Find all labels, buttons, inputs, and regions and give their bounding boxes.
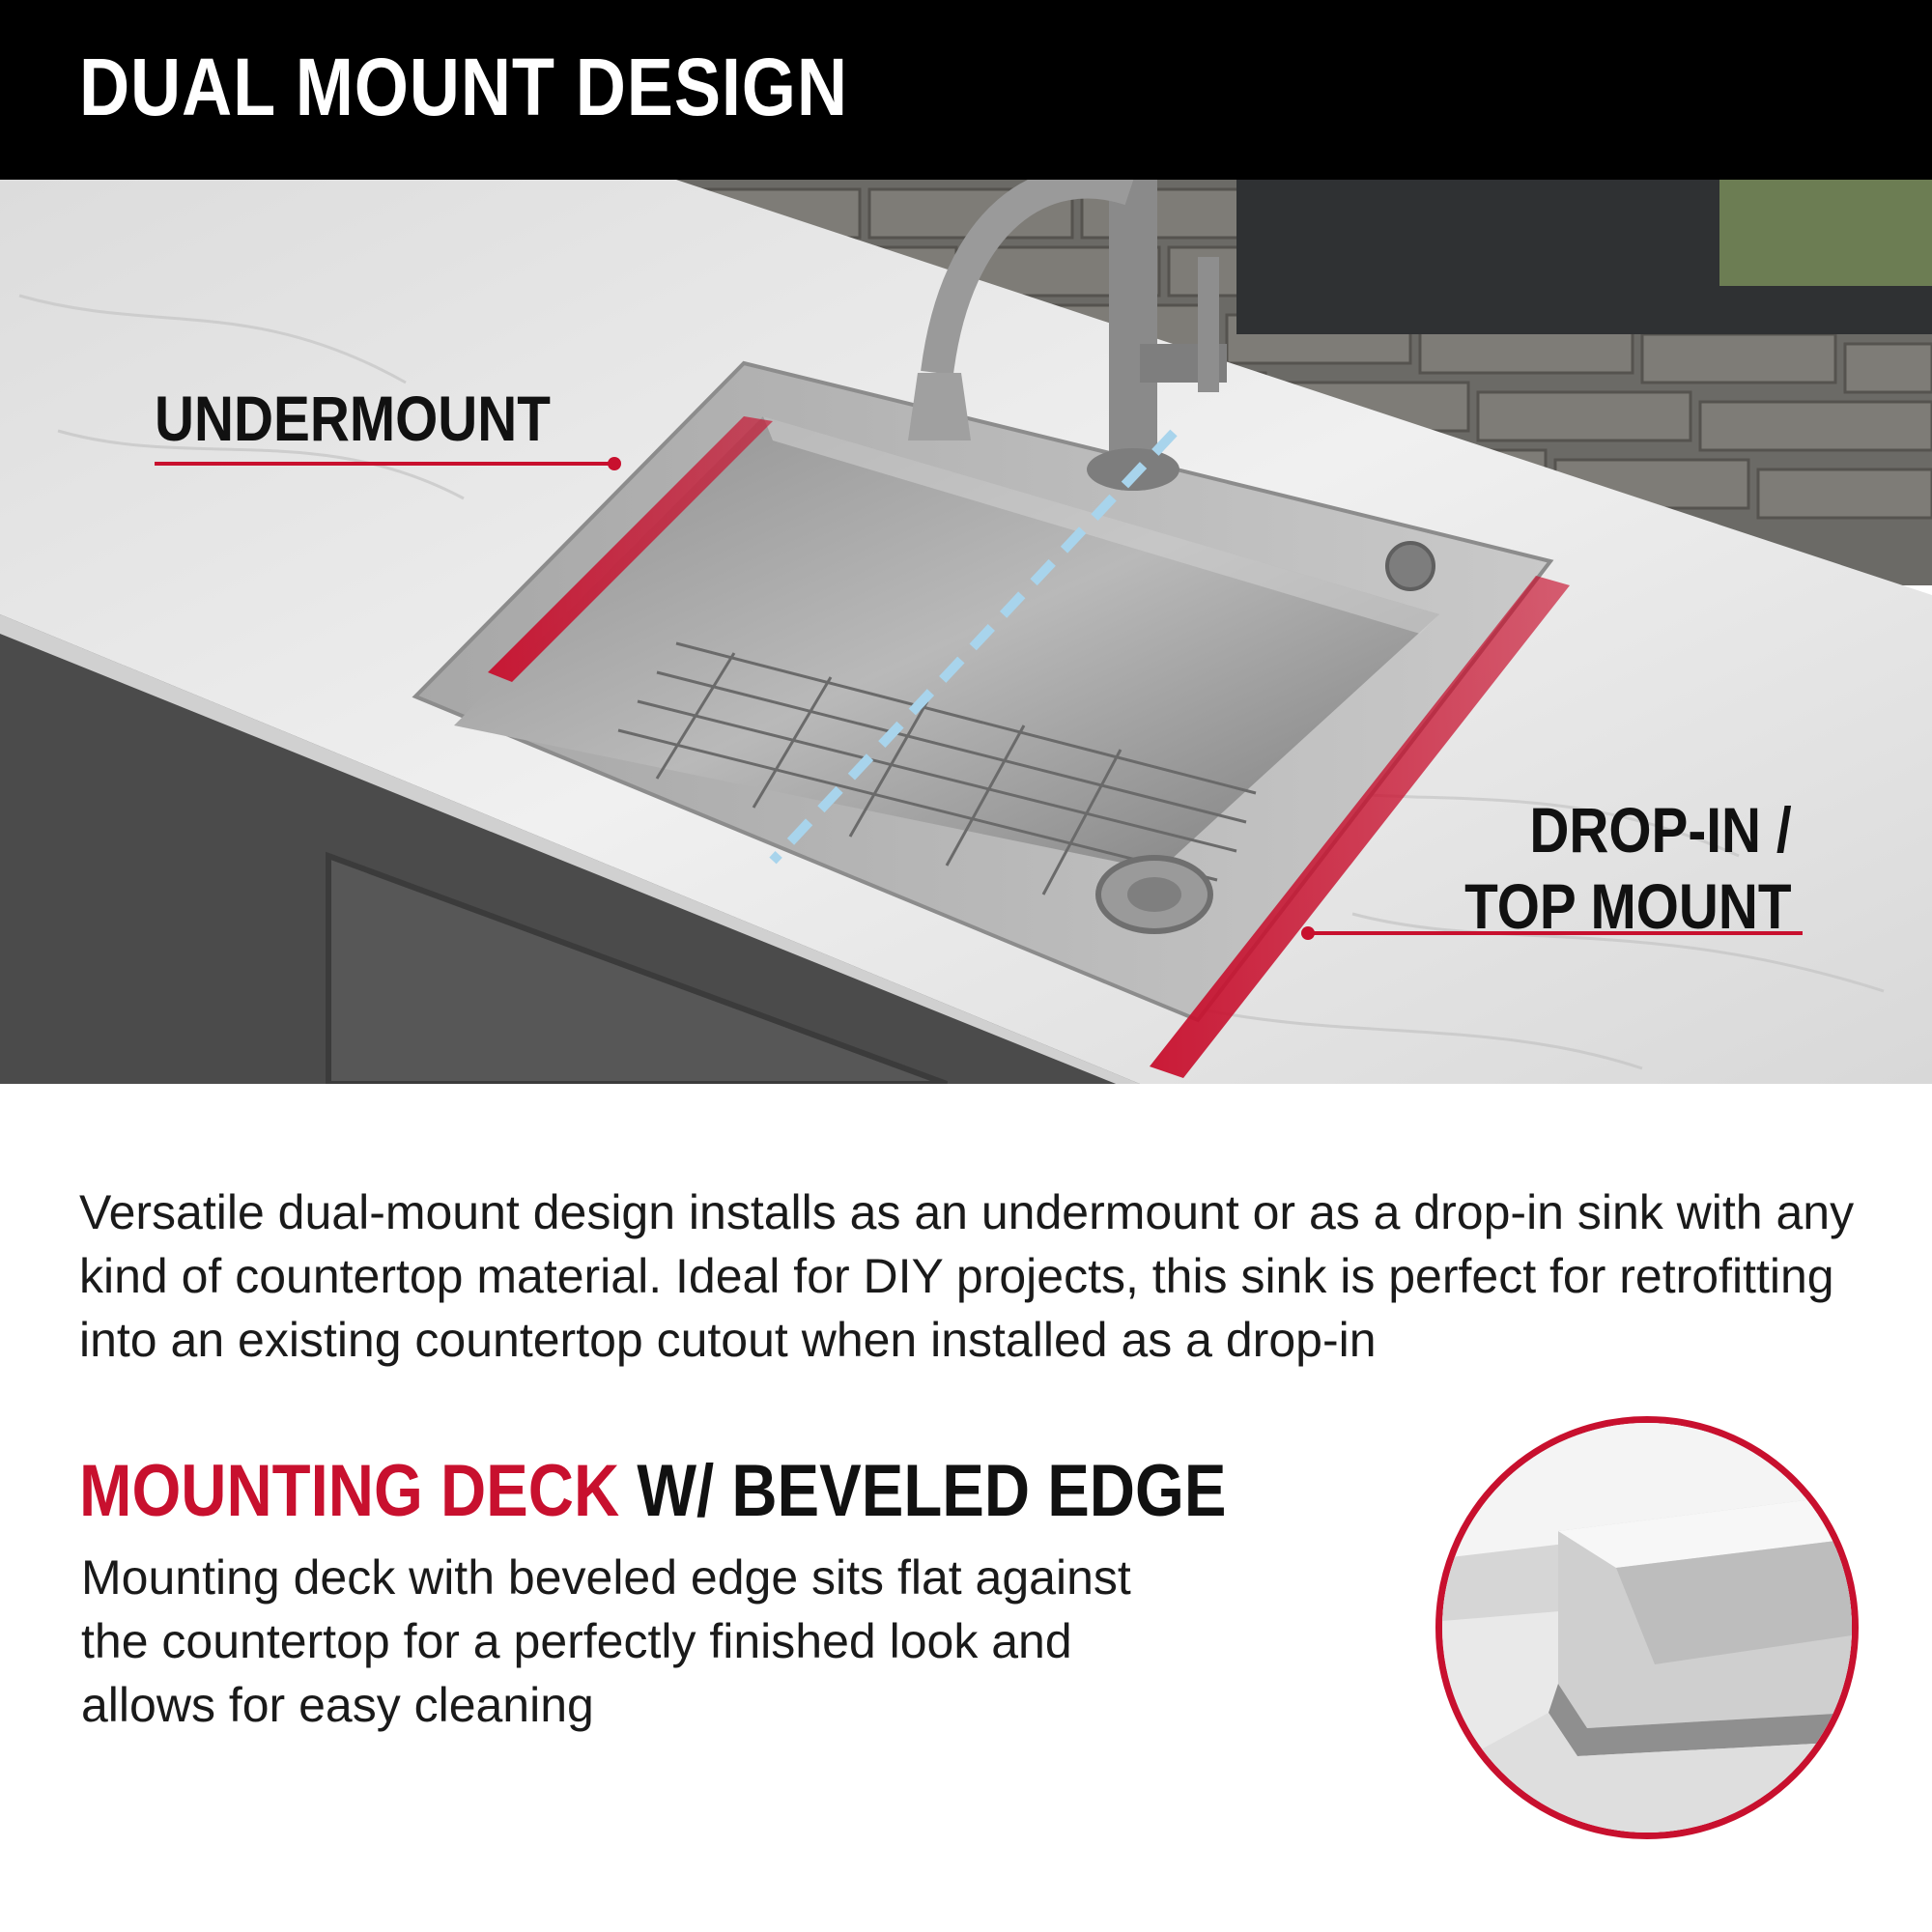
description-paragraph: Versatile dual-mount design installs as an undermount or as a drop-in sink with any kind of countertop material. Ideal for DIY projects, this sink is perfect for retrofitting into an existing countertop cutout when installed as a drop-in [79,1185,1855,1367]
undermount-label: UNDERMOUNT [155,383,551,454]
accessory-hole-icon [1387,543,1434,589]
window-glass [1719,180,1932,286]
sink-hero-image [0,180,1932,1084]
dropin-label-line1: DROP-IN / [1529,794,1792,866]
feature-description: Mounting deck with beveled edge sits flat against the countertop for a perfectly finished look and allows for easy cleaning [81,1550,1131,1732]
beveled-edge-detail [1435,1416,1859,1839]
feature-title-highlight: MOUNTING DECK [79,1450,620,1532]
header-bar [0,0,1932,180]
beveled-edge-illustration [1442,1423,1852,1833]
feature-title-rest: W/ BEVELED EDGE [637,1450,1227,1532]
sink-illustration [0,180,1932,1084]
dropin-callout-dot [1301,926,1315,940]
page-title: DUAL MOUNT DESIGN [79,42,848,132]
dropin-label-line2: TOP MOUNT [1464,870,1792,943]
undermount-callout-dot [608,457,621,470]
dropin-label [1465,792,1792,945]
feature-title [79,1449,1226,1533]
